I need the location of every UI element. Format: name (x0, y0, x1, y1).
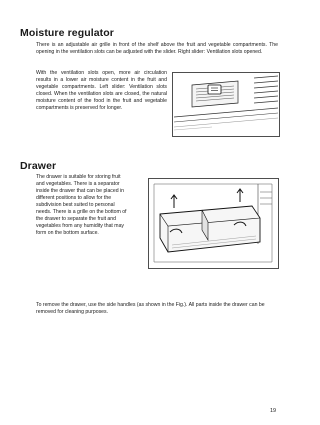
page-number: 19 (270, 408, 277, 414)
drawer-heading: Drawer (20, 160, 57, 172)
drawer-removal-paragraph: To remove the drawer, use the side handles (as shown in the Fig.). All parts inside the drawer can be removed for cleaning purposes. (36, 302, 265, 316)
drawer-illustration (148, 178, 279, 269)
drawer-body-paragraph: The drawer is suitable for storing fruit and vegetables. There is a separator inside the drawer that can be placed in different positions to allow for the subdivision best suited to personal needs. There is a grille on the bottom of the drawer to separate the fruit and vegetables from any humidity that may form on the bottom surface. (36, 174, 127, 237)
moisture-body-paragraph: With the ventilation slots open, more air circulation results in a lower air moisture content in the fruit and vegetable compartments. Left slider: Ventilation slots closed. When the ventilation slots are closed, the natural moisture content of the food in the fruit and vegetable compartments is preserved for longer. (36, 70, 167, 112)
air-grille-illustration (172, 72, 280, 137)
moisture-regulator-heading: Moisture regulator (20, 27, 114, 39)
moisture-intro-paragraph: There is an adjustable air grille in front of the shelf above the fruit and vegetable compartments. The opening in the ventilation slots can be adjusted with the slider. Right slider: Ventilation slots opened. (36, 42, 278, 56)
